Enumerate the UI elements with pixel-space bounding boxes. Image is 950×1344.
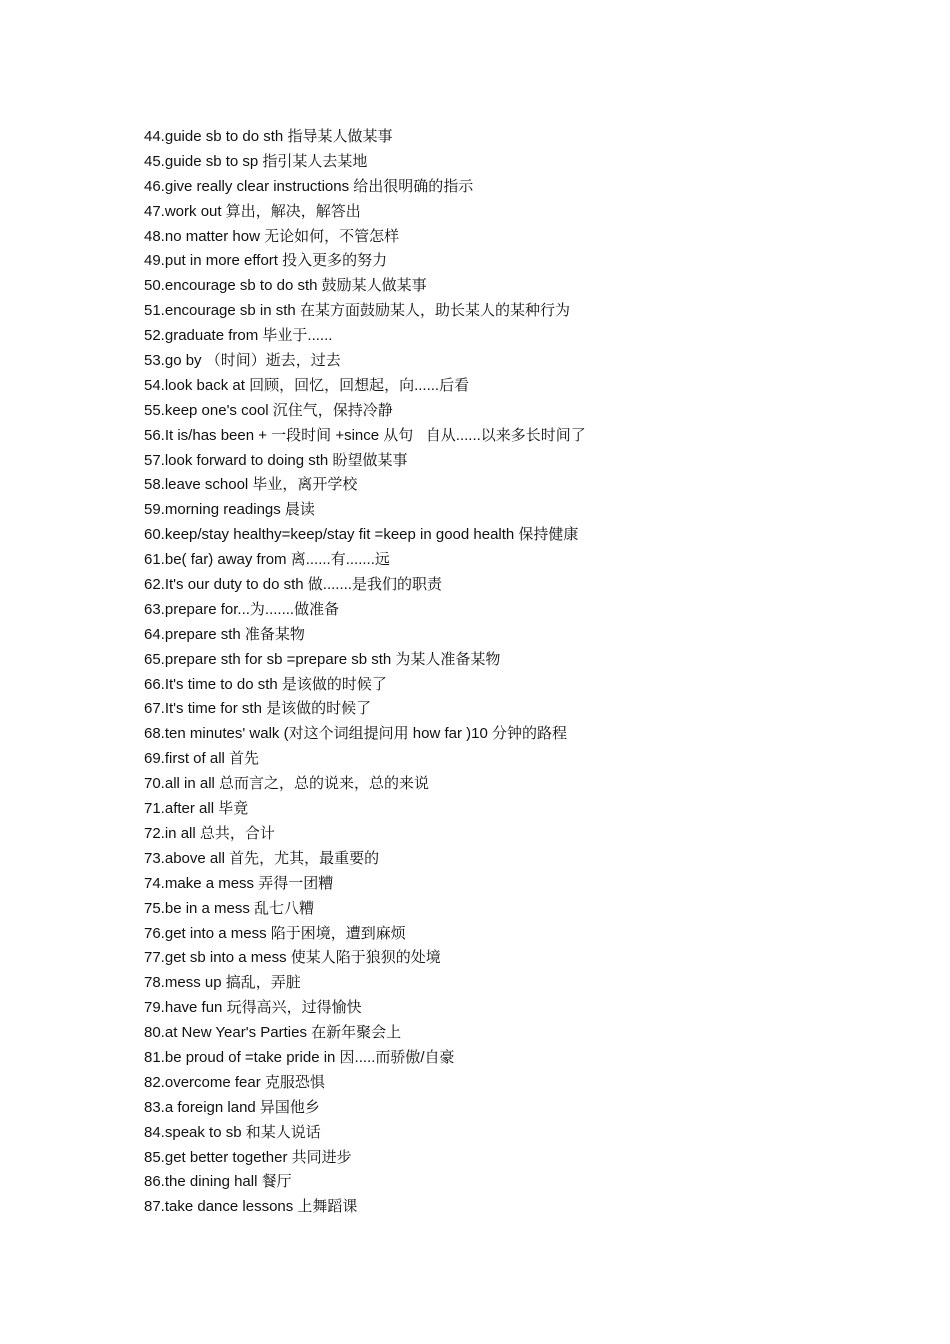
phrase-line: 74.make a mess 弄得一团糟 — [144, 874, 334, 892]
phrase-line: 79.have fun 玩得高兴，过得愉快 — [144, 999, 362, 1017]
phrase-line: 57.look forward to doing sth 盼望做某事 — [144, 451, 408, 469]
phrase-line: 72.in all 总共，合计 — [144, 824, 275, 842]
phrase-line: 61.be( far) away from 离......有.......远 — [144, 551, 390, 569]
phrase-line: 49.put in more effort 投入更多的努力 — [144, 252, 388, 270]
phrase-line: 81.be proud of =take pride in 因.....而骄傲/自豪 — [144, 1048, 455, 1066]
phrase-line: 76.get into a mess 陷于困境，遭到麻烦 — [144, 924, 406, 942]
phrase-line: 44.guide sb to do sth 指导某人做某事 — [144, 128, 393, 145]
phrase-line: 59.morning readings 晨读 — [144, 501, 315, 519]
phrase-line: 87.take dance lessons 上舞蹈课 — [144, 1198, 358, 1216]
phrase-line: 78.mess up 搞乱，弄脏 — [144, 974, 301, 992]
phrase-line: 67.It's time for sth 是该做的时候了 — [144, 700, 372, 718]
phrase-line: 62.It's our duty to do sth 做.......是我们的职责 — [144, 576, 442, 594]
phrase-line: 53.go by （时间）逝去，过去 — [144, 352, 341, 370]
phrase-line: 75.be in a mess 乱七八糟 — [144, 899, 315, 917]
phrase-list — [144, 125, 904, 1220]
phrase-line: 55.keep one's cool 沉住气，保持冷静 — [144, 401, 393, 419]
phrase-line: 73.above all 首先，尤其，最重要的 — [144, 849, 380, 867]
phrase-line: 69.first of all 首先 — [144, 750, 260, 768]
phrase-line: 54.look back at 回顾，回忆，回想起，向......后看 — [144, 376, 470, 394]
phrase-line: 65.prepare sth for sb =prepare sb sth 为某人准备某物 — [144, 650, 501, 668]
phrase-line: 86.the dining hall 餐厅 — [144, 1173, 292, 1191]
phrase-line: 66.It's time to do sth 是该做的时候了 — [144, 675, 387, 693]
phrase-line: 82.overcome fear 克服恐惧 — [144, 1073, 325, 1091]
phrase-line: 48.no matter how 无论如何，不管怎样 — [144, 227, 400, 245]
phrase-line: 50.encourage sb to do sth 鼓励某人做某事 — [144, 277, 427, 295]
phrase-line: 58.leave school 毕业，离开学校 — [144, 476, 358, 494]
phrase-line: 60.keep/stay healthy=keep/stay fit =keep in good health 保持健康 — [144, 526, 579, 544]
phrase-line: 51.encourage sb in sth 在某方面鼓励某人，助长某人的某种行为 — [144, 302, 570, 320]
phrase-line: 47.work out 算出，解决，解答出 — [144, 202, 361, 220]
phrase-line: 70.all in all 总而言之，总的说来，总的来说 — [144, 775, 430, 793]
phrase-line: 68.ten minutes' walk (对这个词组提问用 how far )10 分钟的路程 — [144, 725, 567, 743]
phrase-line: 63.prepare for...为.......做准备 — [144, 600, 340, 618]
phrase-line: 52.graduate from 毕业于...... — [144, 327, 333, 345]
phrase-line: 64.prepare sth 准备某物 — [144, 625, 305, 643]
phrase-line: 85.get better together 共同进步 — [144, 1148, 352, 1166]
phrase-line: 71.after all 毕竟 — [144, 800, 249, 818]
phrase-line: 83.a foreign land 异国他乡 — [144, 1098, 320, 1116]
phrase-line: 84.speak to sb 和某人说话 — [144, 1123, 321, 1141]
phrase-line: 45.guide sb to sp 指引某人去某地 — [144, 152, 368, 170]
phrase-line: 46.give really clear instructions 给出很明确的指示 — [144, 177, 474, 195]
phrase-line: 80.at New Year's Parties 在新年聚会上 — [144, 1024, 402, 1042]
phrase-line: 56.It is/has been + 一段时间 +since 从句 自从......以来多长时间了 — [144, 426, 586, 444]
phrase-line: 77.get sb into a mess 使某人陷于狼狈的处境 — [144, 949, 441, 967]
